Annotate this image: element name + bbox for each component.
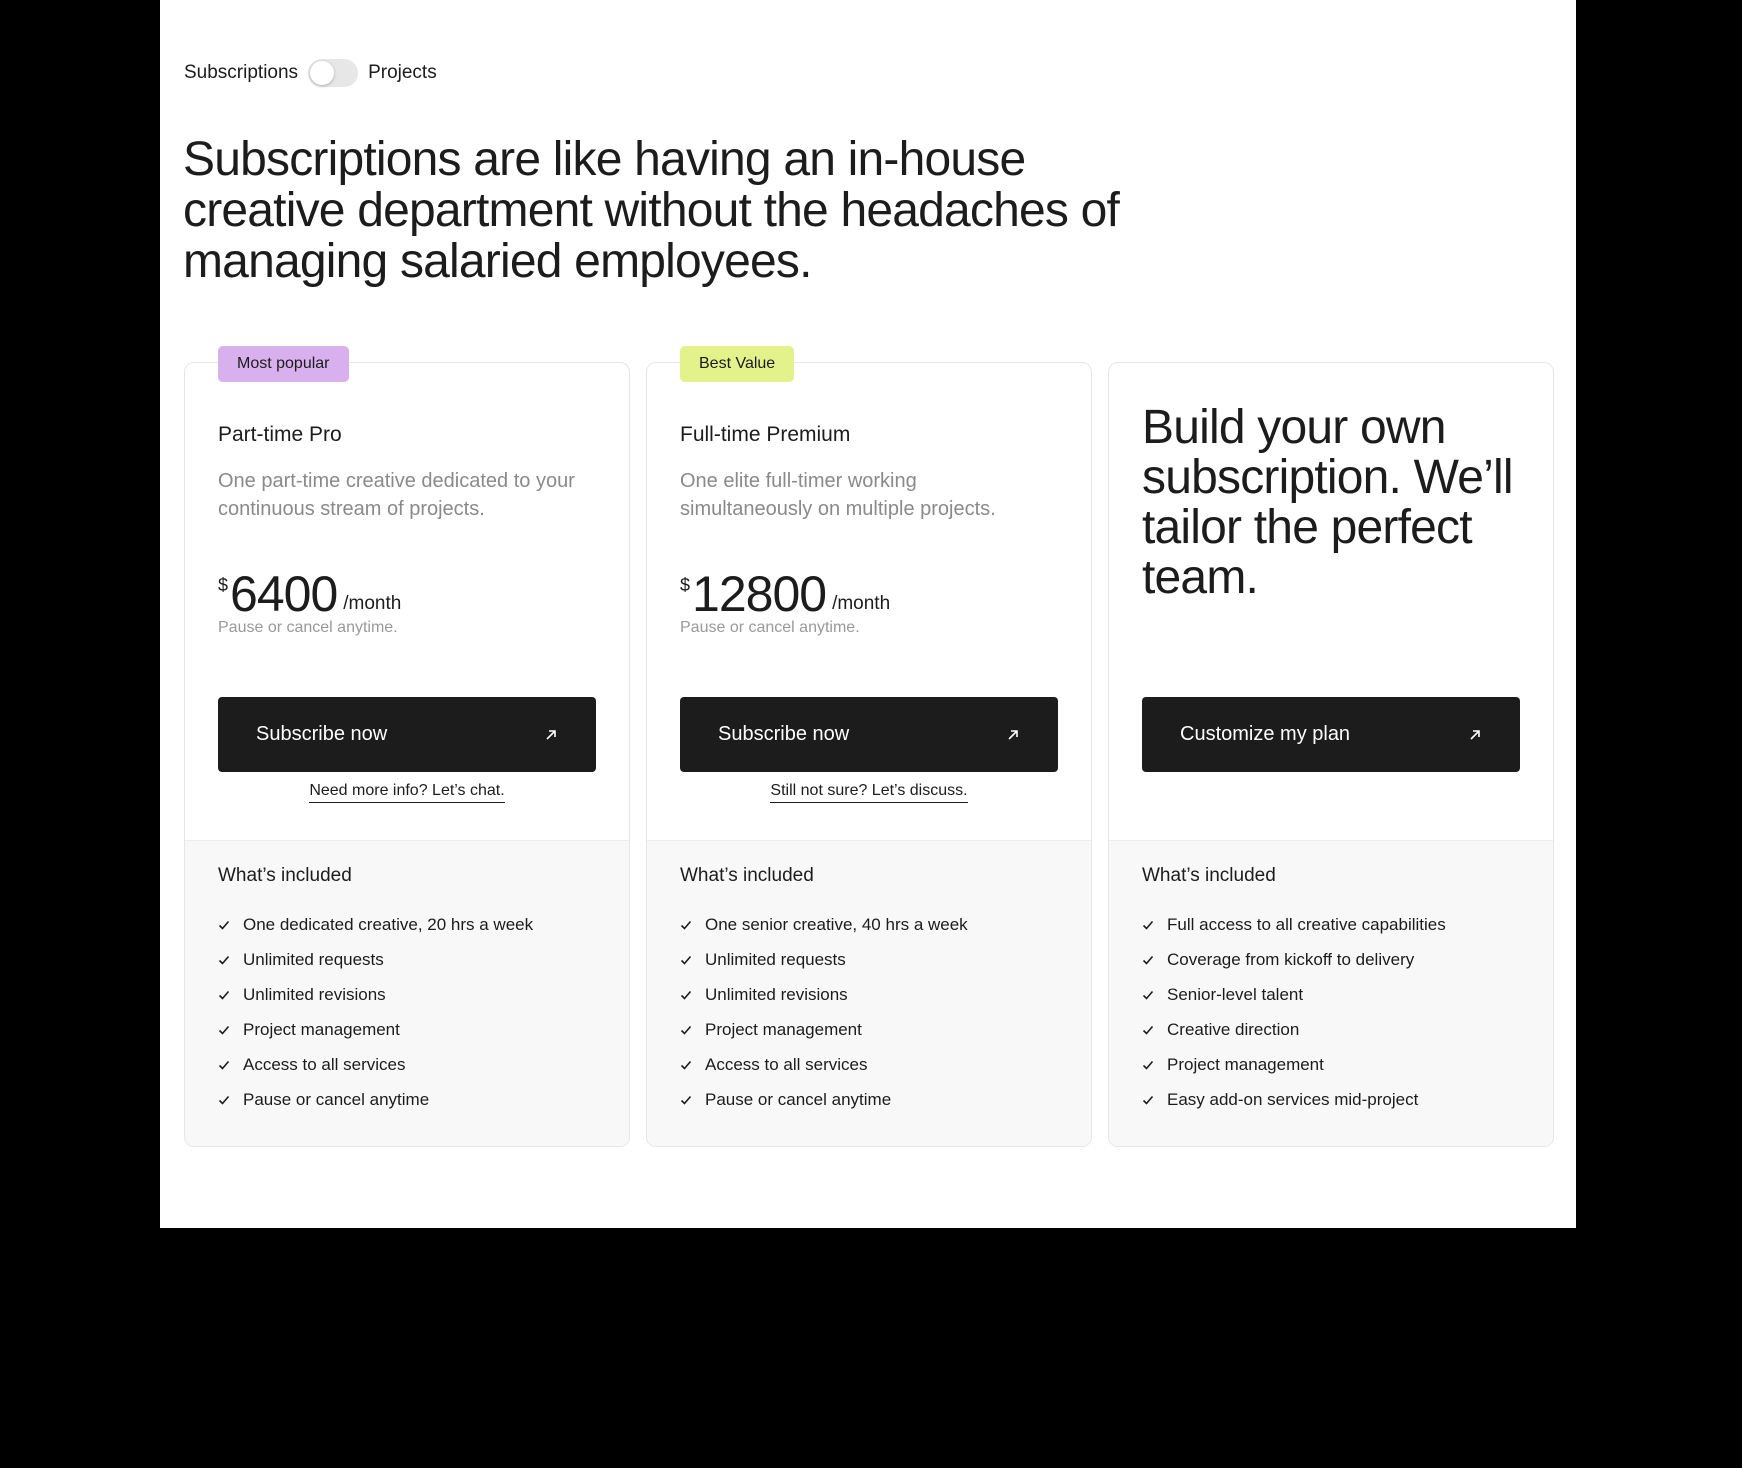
check-icon	[680, 1024, 692, 1036]
toggle-label-projects[interactable]: Projects	[368, 62, 437, 83]
feature-list	[1142, 907, 1446, 1117]
chat-link-wrap	[185, 782, 629, 800]
switch-knob	[310, 61, 334, 85]
check-icon	[218, 1094, 230, 1106]
arrow-up-right-icon	[1006, 728, 1020, 742]
feature-item: Senior-level talent	[1142, 977, 1446, 1012]
feature-item: One dedicated creative, 20 hrs a week	[218, 907, 533, 942]
feature-item: Unlimited requests	[218, 942, 533, 977]
badge-best-value: Best Value	[680, 346, 794, 382]
feature-list	[218, 907, 533, 1117]
price-currency: $	[218, 575, 229, 595]
plan-name: Full-time Premium	[680, 423, 851, 446]
pricing-page	[160, 0, 1576, 1228]
subscribe-button[interactable]	[218, 697, 596, 772]
price-period: /month	[832, 593, 891, 614]
check-icon	[680, 919, 692, 931]
check-icon	[218, 954, 230, 966]
feature-item: Unlimited requests	[680, 942, 968, 977]
check-icon	[1142, 1094, 1154, 1106]
feature-item: Unlimited revisions	[218, 977, 533, 1012]
plan-name: Part-time Pro	[218, 423, 342, 446]
plan-description: One elite full-timer working simultaneously on multiple projects.	[680, 470, 996, 520]
price-note: Pause or cancel anytime.	[218, 619, 398, 636]
check-icon	[1142, 919, 1154, 931]
subscribe-button[interactable]	[680, 697, 1058, 772]
check-icon	[680, 954, 692, 966]
included-title: What’s included	[218, 865, 352, 886]
price-amount: 6400	[230, 566, 338, 622]
customize-plan-button[interactable]	[1142, 697, 1520, 772]
plan-type-switch[interactable]	[308, 59, 358, 87]
price-amount: 12800	[692, 566, 827, 622]
check-icon	[680, 1094, 692, 1106]
feature-list	[680, 907, 968, 1117]
check-icon	[680, 989, 692, 1001]
price-note: Pause or cancel anytime.	[680, 619, 860, 636]
discuss-link-wrap	[647, 782, 1091, 800]
feature-item: Coverage from kickoff to delivery	[1142, 942, 1446, 977]
subscribe-button-label: Subscribe now	[718, 723, 850, 745]
check-icon	[680, 1059, 692, 1071]
arrow-up-right-icon	[1468, 728, 1482, 742]
check-icon	[218, 989, 230, 1001]
plan-card-part-time-pro	[184, 355, 630, 1147]
feature-item: Access to all services	[680, 1047, 968, 1082]
plan-description: One part-time creative dedicated to your continuous stream of projects.	[218, 470, 575, 520]
price-currency: $	[680, 575, 691, 595]
plan-price	[680, 563, 890, 625]
custom-plan-title: Build your own subscription. We’ll tailor the perfect team.	[1142, 401, 1513, 604]
check-icon	[218, 1059, 230, 1071]
included-title: What’s included	[680, 865, 814, 886]
price-period: /month	[343, 593, 402, 614]
chat-link[interactable]: Need more info? Let’s chat.	[309, 782, 504, 803]
included-title: What’s included	[1142, 865, 1276, 886]
check-icon	[1142, 954, 1154, 966]
feature-item: Unlimited revisions	[680, 977, 968, 1012]
check-icon	[218, 1024, 230, 1036]
check-icon	[1142, 1059, 1154, 1071]
customize-plan-button-label: Customize my plan	[1180, 723, 1351, 745]
feature-item: Project management	[1142, 1047, 1446, 1082]
badge-most-popular: Most popular	[218, 346, 349, 382]
check-icon	[1142, 1024, 1154, 1036]
check-icon	[218, 919, 230, 931]
feature-item: Easy add-on services mid-project	[1142, 1082, 1446, 1117]
discuss-link[interactable]: Still not sure? Let’s discuss.	[770, 782, 967, 803]
feature-item: Pause or cancel anytime	[680, 1082, 968, 1117]
plan-card-custom	[1108, 362, 1554, 1147]
feature-item: Full access to all creative capabilities	[1142, 907, 1446, 942]
arrow-up-right-icon	[544, 728, 558, 742]
feature-item: Pause or cancel anytime	[218, 1082, 533, 1117]
toggle-label-subscriptions[interactable]: Subscriptions	[184, 62, 299, 83]
feature-item: One senior creative, 40 hrs a week	[680, 907, 968, 942]
plan-price	[218, 563, 401, 625]
subscribe-button-label: Subscribe now	[256, 723, 388, 745]
plan-card-full-time-premium	[646, 355, 1092, 1147]
feature-item: Project management	[218, 1012, 533, 1047]
page-headline: Subscriptions are like having an in-house creative department without the headaches of managing salaried employees.	[183, 133, 1120, 288]
feature-item: Access to all services	[218, 1047, 533, 1082]
feature-item: Project management	[680, 1012, 968, 1047]
check-icon	[1142, 989, 1154, 1001]
plan-type-toggle	[184, 59, 437, 87]
feature-item: Creative direction	[1142, 1012, 1446, 1047]
